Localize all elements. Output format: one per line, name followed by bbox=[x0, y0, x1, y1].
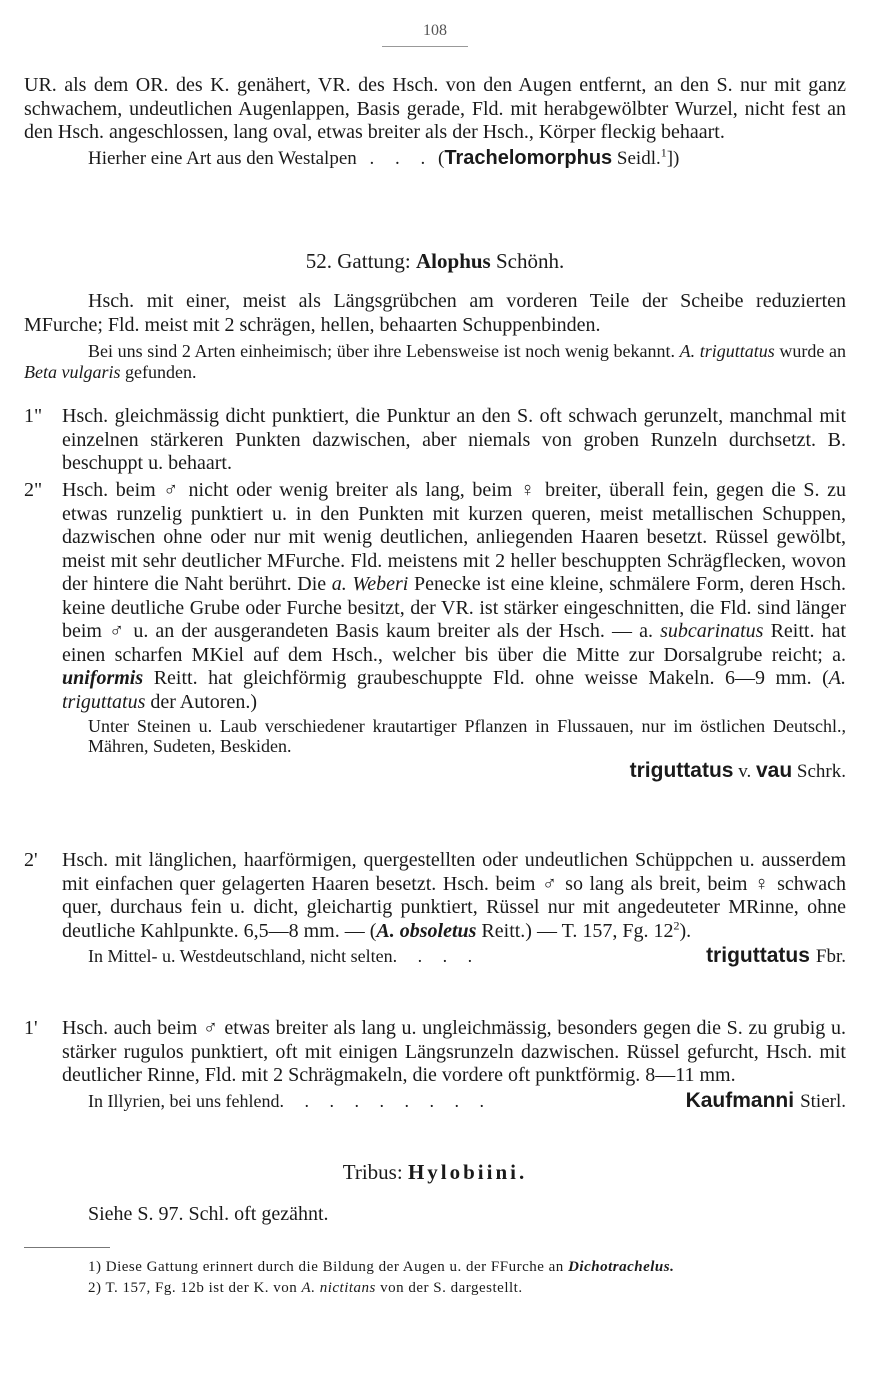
habitat-text: In Illyrien, bei uns fehlend bbox=[88, 1090, 280, 1111]
key-text-part: der Autoren.) bbox=[150, 690, 257, 713]
footnote-ref-2: 2 bbox=[673, 917, 680, 932]
taxon-name: Trachelomorphus bbox=[444, 146, 613, 169]
species-name-line bbox=[24, 759, 846, 783]
genus-note-part1: Bei uns sind 2 Arten einheimisch; über ihre Lebensweise ist noch wenig bekannt. bbox=[88, 341, 675, 361]
footnote-text: von der S. dargestellt. bbox=[380, 1280, 523, 1296]
footnote-rule bbox=[24, 1247, 110, 1248]
key-text: Hsch. auch beim ♂ etwas breiter als lang u. ungleichmässig, besonders gegen die S. zu grubig u. stärker rugulos punktiert, oft mit einigen Längsrunzeln dazwischen. Rüssel gefurcht, Hsch. mit deutlicher Rinne, Fld. mit 2 Schrägmakeln, die vordere oft punktförmig. 8—11 mm. bbox=[62, 1017, 846, 1086]
species-name: Kaufmanni bbox=[685, 1088, 795, 1112]
key-text-part: Reitt. hat einen scharfen MKiel auf dem Hsch., welcher bis über die Mitte zur Dorsalgrube reicht; a. bbox=[62, 620, 847, 666]
genus-name: Alophus bbox=[416, 249, 491, 273]
key-number: 2" bbox=[24, 479, 43, 501]
species-author: Fbr. bbox=[815, 946, 846, 967]
aberration-weberi: a. Weberi bbox=[331, 573, 409, 595]
footnote-1 bbox=[24, 1258, 846, 1276]
footnote-mark: 2) bbox=[88, 1280, 102, 1296]
intro-hierher-line bbox=[88, 145, 846, 169]
tribus-heading bbox=[24, 1160, 846, 1185]
key-text bbox=[62, 849, 846, 943]
key-entry-2dd bbox=[24, 479, 846, 783]
habitat-text: In Mittel- u. Westdeutschland, nicht selten bbox=[88, 946, 393, 966]
leader-dots: . . . . bbox=[392, 946, 481, 966]
key-number: 1" bbox=[24, 405, 43, 427]
key-number: 1' bbox=[24, 1017, 38, 1039]
taxon-close: ]) bbox=[666, 147, 680, 169]
footnote-taxon: A. nictitans bbox=[301, 1280, 376, 1296]
footnote-text: Diese Gattung erinnert durch die Bildung der Augen u. der FFurche an bbox=[105, 1259, 564, 1275]
species-name: triguttatus bbox=[706, 944, 810, 967]
footnote-taxon: Dichotrachelus. bbox=[568, 1259, 675, 1275]
intro-text: UR. als dem OR. des K. genähert, VR. des Hsch. von den Augen entfernt, an den S. nur mit ganz schwachem, undeutlichen Augenlappen, Basis gerade, Fld. mit herabgewölbter Wurzel, nicht fest an den Hsch. angeschlossen, lang oval, etwas breiter als der Hsch., Körper fleckig behaart. bbox=[24, 74, 846, 143]
genus-desc-text: Hsch. mit einer, meist als Längsgrübchen am vorderen Teile der Scheibe reduzierten MFurche; Fld. meist mit 2 schrägen, hellen, behaarten Schuppenbinden. bbox=[24, 290, 846, 336]
key-text bbox=[62, 479, 846, 714]
tribus-prefix: Tribus: bbox=[342, 1160, 403, 1184]
key-text-part: Reitt.) — T. 157, Fg. 12 bbox=[481, 919, 674, 942]
habitat-line bbox=[88, 1090, 846, 1112]
leader-dots: . . . bbox=[369, 147, 434, 169]
genus-author: Schönh. bbox=[495, 249, 565, 273]
aberration-subcarinatus: subcarinatus bbox=[660, 620, 764, 642]
species-author: Stierl. bbox=[800, 1090, 846, 1112]
hierher-text: Hierher eine Art aus den Westalpen bbox=[88, 147, 357, 169]
genus-note-species: A. triguttatus bbox=[679, 341, 775, 361]
habitat-line bbox=[88, 945, 846, 967]
variety-name: vau bbox=[755, 759, 793, 782]
genus-prefix: 52. Gattung: bbox=[305, 249, 411, 273]
key-text-part: ). bbox=[679, 919, 692, 942]
genus-note-part2: wurde an bbox=[779, 341, 847, 361]
habitat-note: Unter Steinen u. Laub verschiedener krautartiger Pflanzen in Flussauen, nur im östlichen Deutschl., Mähren, Sudeten, Beskiden. bbox=[88, 716, 846, 756]
variety-marker: v. bbox=[738, 761, 752, 782]
taxon-author: Seidl. bbox=[616, 147, 661, 169]
siehe-line bbox=[24, 1203, 846, 1227]
key-entry-1d bbox=[24, 1017, 846, 1112]
footnotes bbox=[24, 1258, 846, 1297]
key-text-part: Hsch. mit länglichen, haarförmigen, quergestellten oder undeutlichen Schüppchen u. ausserdem mit einfachen quer gelagerten Haaren besetzt. Hsch. beim ♂ so lang als breit, beim ♀ schwach quer, durchaus fein u. dicht, gleichartig punktiert, Rüssel nur mit angedeuteter MRinne, ohne deutliche Kahlpunkte. 6,5—8 mm. — ( bbox=[62, 849, 846, 942]
footnote-ref-1: 1 bbox=[660, 145, 667, 160]
page-number: 108 bbox=[423, 22, 447, 39]
key-text-part: Reitt. hat gleichförmig graubeschuppte Fld. ohne weisse Makeln. 6—9 mm. ( bbox=[153, 667, 829, 689]
synonym-triguttatus: A. triguttatus bbox=[62, 667, 847, 713]
key-number: 2' bbox=[24, 849, 38, 871]
footnote-text: T. 157, Fg. 12b ist der K. von bbox=[105, 1280, 298, 1296]
key-entry-1dd bbox=[24, 405, 846, 476]
genus-description bbox=[24, 290, 846, 383]
footnote-2 bbox=[24, 1279, 846, 1297]
genus-note bbox=[24, 341, 846, 383]
taxon-open: ( bbox=[438, 147, 445, 169]
genus-note-plant: Beta vulgaris bbox=[24, 362, 121, 382]
footnote-mark: 1) bbox=[88, 1259, 102, 1275]
intro-block bbox=[24, 74, 846, 169]
leader-dots: . . . . . . . . . bbox=[279, 1090, 492, 1111]
key-text: Hsch. gleichmässig dicht punktiert, die Punktur an den S. oft schwach gerunzelt, manchmal mit einzelnen stärkeren Punkten dazwischen, aber niemals von groben Runzeln durchsetzt. B. beschuppt u. behaart. bbox=[62, 405, 846, 474]
species-name: triguttatus bbox=[629, 759, 734, 782]
key-text-part: Hsch. beim ♂ nicht oder wenig breiter als lang, beim ♀ breiter, überall fein, gegen die S. zu etwas runzelig punktiert u. in den Punkten mit kurzen queren, meist metallischen Schuppen, dazwischen ohne oder nur mit wenig deutlichen, anliegenden Haaren besetzt. Rüssel gewölbt, meist mit sehr deutlicher MFurche. Fld. meistens mit 2 heller beschuppten Schrägflecken, wovon der hintere die Naht berührt. Die bbox=[62, 479, 846, 595]
header-rule bbox=[382, 46, 468, 47]
key-entry-2d bbox=[24, 849, 846, 967]
aberration-uniformis: uniformis bbox=[62, 667, 144, 689]
synonym-obsoletus: A. obsoletus bbox=[376, 919, 477, 942]
species-author: Schrk. bbox=[796, 761, 846, 782]
key-text-part: Penecke ist eine kleine, schmälere Form, deren Hsch. keine deutliche Grube oder Furche besitzt, der VR. ist stärker eingeschnitten, die Fld. sind länger beim ♂ u. an der ausgerandeten Basis kaum breiter als der Hsch. — a. bbox=[62, 573, 847, 642]
genus-note-part3: gefunden. bbox=[125, 362, 197, 382]
genus-heading bbox=[24, 249, 846, 274]
tribus-name: Hylobiini. bbox=[407, 1160, 528, 1184]
siehe-text: Siehe S. 97. Schl. oft gezähnt. bbox=[88, 1203, 329, 1225]
